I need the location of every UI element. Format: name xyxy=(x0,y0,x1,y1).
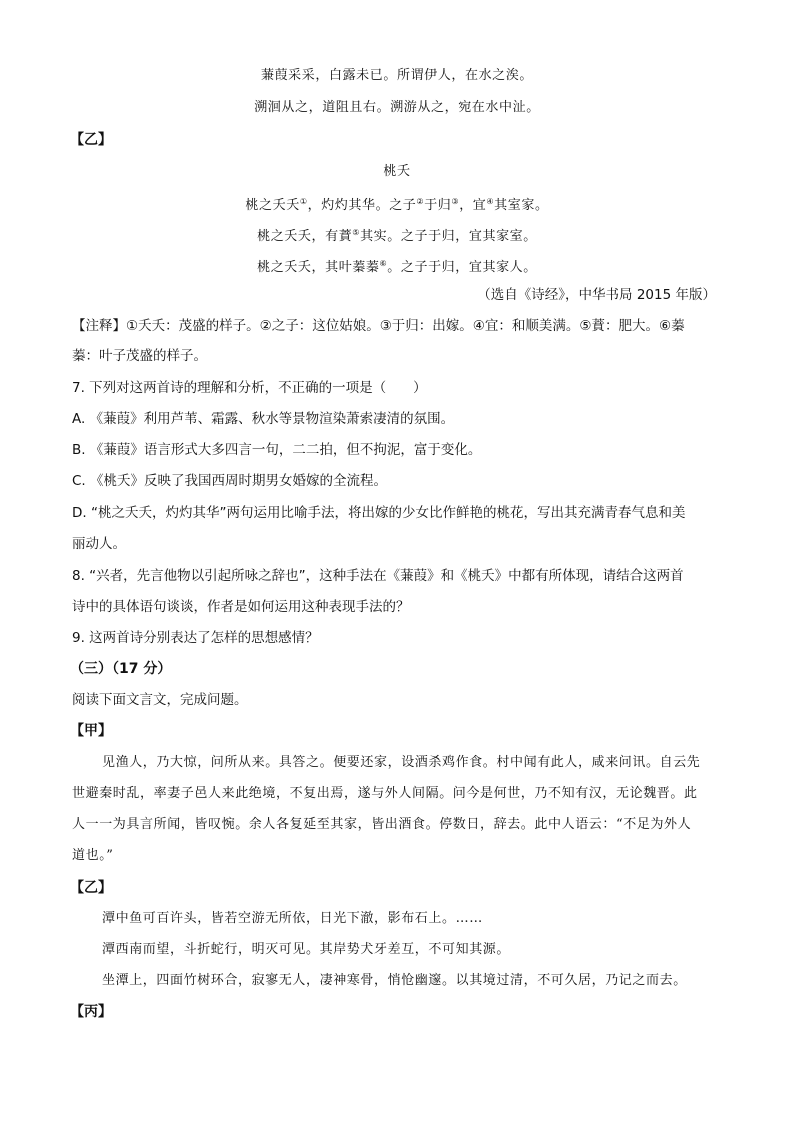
option-b: B. 《蒹葭》语言形式大多四言一句，二二拍，但不拘泥，富于变化。 xyxy=(72,442,482,458)
option-c: C. 《桃夭》反映了我国西周时期男女婚嫁的全流程。 xyxy=(72,473,388,489)
poem-taoyao-line: 桃之夭夭，其叶蓁蓁⑥。之子于归，宜其家人。 xyxy=(257,259,537,275)
poem-source: （选自《诗经》，中华书局 2015 年版） xyxy=(477,287,716,303)
poem-jianjia-line: 溯洄从之，道阻且右。溯游从之，宛在水中沚。 xyxy=(254,100,540,115)
passage-yi-line: 坐潭上，四面竹树环合，寂寥无人，凄神寒骨，悄怆幽邃。以其境过清，不可久居，乃记之而去。 xyxy=(102,973,687,988)
section-label-yi: 【乙】 xyxy=(70,880,112,896)
question-8-continued: 诗中的具体语句谈谈，作者是如何运用这种表现手法的？ xyxy=(72,599,410,615)
option-d: D. “桃之夭夭，灼灼其华”两句运用比喻手法，将出嫁的少女比作鲜艳的桃花，写出其充满青春气息和美 xyxy=(72,505,686,521)
section-label-bing: 【丙】 xyxy=(70,1004,112,1020)
passage-jia-line: 道也。” xyxy=(72,848,114,863)
notes-line: 【注释】①夭夭：茂盛的样子。②之子：这位姑娘。③于归：出嫁。④宜：和顺美满。⑤蕡：肥大。⑥蓁 xyxy=(72,318,685,334)
passage-jia-line: 世避秦时乱，率妻子邑人来此绝境，不复出焉，遂与外人间隔。问今是何世，乃不知有汉，无论魏晋。此 xyxy=(72,786,698,801)
question-9: 9. 这两首诗分别表达了怎样的思想感情？ xyxy=(72,630,319,646)
option-a: A. 《蒹葭》利用芦苇、霜露、秋水等景物渲染萧索凄清的氛围。 xyxy=(72,411,455,427)
footnote-marker: ① xyxy=(299,197,308,206)
poem-taoyao-line: 桃之夭夭，有蕡⑤其实。之子于归，宜其家室。 xyxy=(257,228,537,244)
footnote-marker: ⑤ xyxy=(352,228,361,237)
question-8: 8. “兴者，先言他物以引起所咏之辞也”，这种手法在《蒹葭》和《桃夭》中都有所体现，请结合这两首 xyxy=(72,568,684,584)
section-heading: （三）（17 分） xyxy=(70,661,172,677)
footnote-marker: ④ xyxy=(486,197,495,206)
passage-jia-line: 人一一为具言所闻，皆叹惋。余人各复延至其家，皆出酒食。停数日，辞去。此中人语云：“不足为外人 xyxy=(72,817,692,832)
section-label-jia: 【甲】 xyxy=(70,723,112,739)
poem-taoyao-line: 桃之夭夭①，灼灼其华。之子②于归③，宜④其室家。 xyxy=(245,197,549,213)
footnote-marker: ⑥ xyxy=(379,259,388,268)
passage-yi-line: 潭西南而望，斗折蛇行，明灭可见。其岸势犬牙差互，不可知其源。 xyxy=(102,942,511,957)
passage-jia-line: 见渔人，乃大惊，问所从来。具答之。便要还家，设酒杀鸡作食。村中闻有此人，咸来问讯。自云先 xyxy=(102,755,701,770)
section-intro: 阅读下面文言文，完成问题。 xyxy=(72,692,248,708)
question-7: 7. 下列对这两首诗的理解和分析，不正确的一项是（ ） xyxy=(72,380,427,396)
poem-jianjia-line: 蒹葭采采，白露未已。所谓伊人，在水之涘。 xyxy=(260,68,533,83)
poem-title: 桃夭 xyxy=(383,164,411,179)
section-label-yi: 【乙】 xyxy=(70,132,112,148)
notes-line: 蓁：叶子茂盛的样子。 xyxy=(72,348,207,364)
footnote-marker: ② xyxy=(416,197,425,206)
passage-yi-line: 潭中鱼可百许头，皆若空游无所依，日光下澈，影布石上。…… xyxy=(102,911,483,926)
footnote-marker: ③ xyxy=(451,197,460,206)
option-d-continued: 丽动人。 xyxy=(72,536,126,552)
